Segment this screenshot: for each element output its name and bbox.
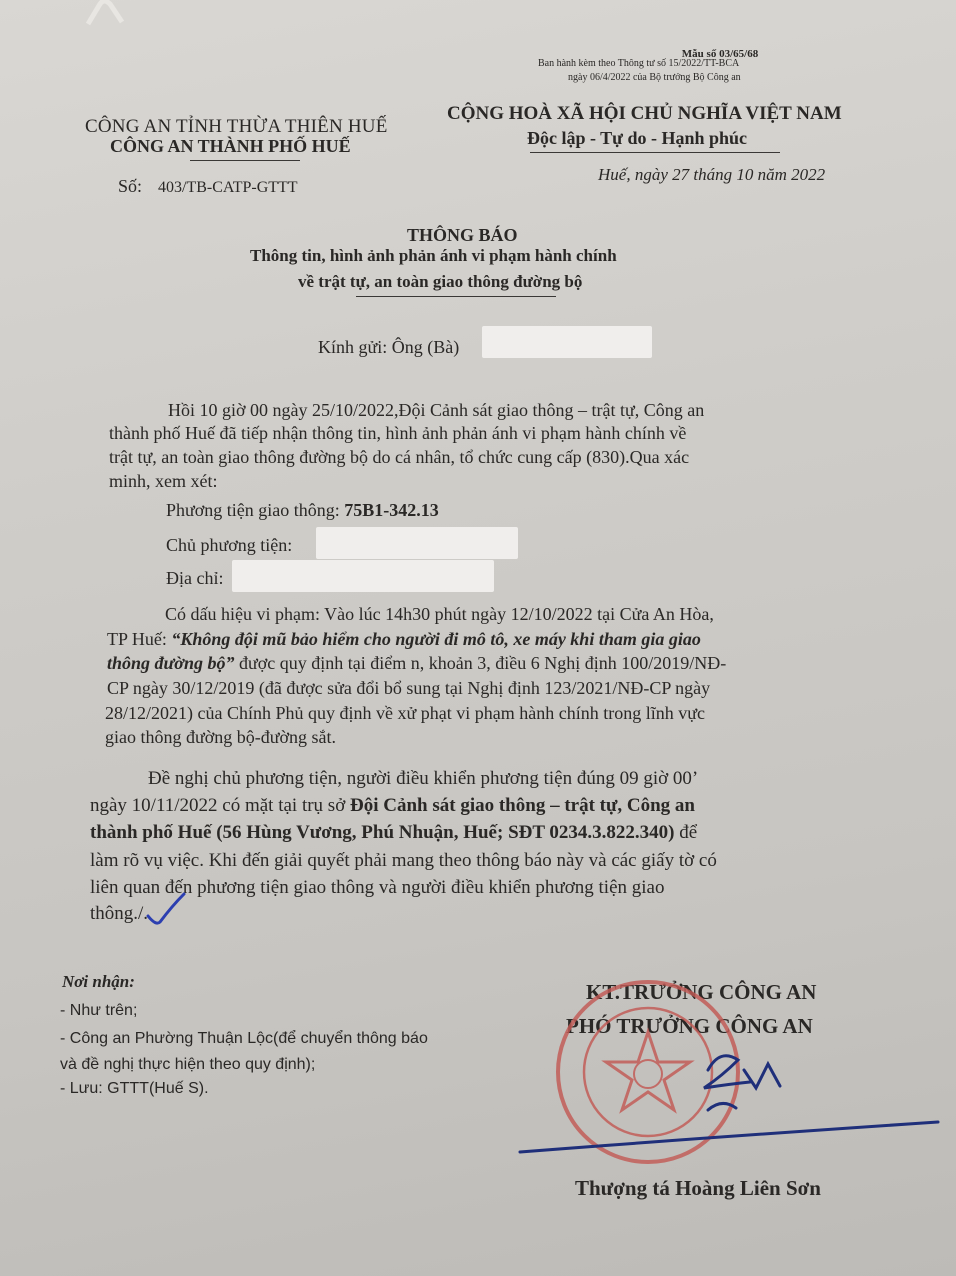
violation-quote-part2: thông đường bộ” [107, 653, 235, 673]
violation-line-5: 28/12/2021) của Chính Phủ quy định về xử phạt vi phạm hành chính trong lĩnh vực [105, 703, 705, 723]
signature-title-line1: KT.TRƯỞNG CÔNG AN [586, 980, 817, 1004]
owner-label: Chủ phương tiện: [166, 535, 293, 555]
intro-line-2: thành phố Huế đã tiếp nhận thông tin, hình ảnh phản ánh vi phạm hành chính về [109, 423, 687, 443]
vehicle-plate: 75B1-342.13 [344, 500, 439, 520]
violation-line-4: CP ngày 30/12/2019 (đã được sửa đổi bổ sung tại Nghị định 123/2021/NĐ-CP ngày [107, 678, 711, 698]
doc-number-label: Số: [118, 176, 143, 196]
nation-title: CỘNG HOÀ XÃ HỘI CHỦ NGHĨA VIỆT NAM [447, 103, 842, 124]
issuer: CÔNG AN THÀNH PHỐ HUẾ [110, 136, 351, 156]
signer-name: Thượng tá Hoàng Liên Sơn [575, 1176, 821, 1200]
recipient-greeting: Kính gửi: Ông (Bà) [318, 337, 460, 357]
doc-subtitle-line2: về trật tự, an toàn giao thông đường bộ [298, 272, 583, 291]
violation-line-1: Có dấu hiệu vi phạm: Vào lúc 14h30 phút ngày 12/10/2022 tại Cửa An Hòa, [165, 604, 714, 624]
request-meeting-time: ngày 10/11/2022 có mặt tại trụ sở [90, 795, 350, 816]
request-line-6: thông./. [90, 903, 149, 924]
motto: Độc lập - Tự do - Hạnh phúc [527, 128, 748, 148]
form-note-line2: ngày 06/4/2022 của Bộ trưởng Bộ Công an [568, 72, 741, 83]
intro-line-1: Hồi 10 giờ 00 ngày 25/10/2022,Đội Cảnh sát giao thông – trật tự, Công an [168, 400, 705, 420]
recipient-item: - Công an Phường Thuận Lộc(để chuyển thông báo [60, 1030, 428, 1047]
violation-line-6: giao thông đường bộ-đường sắt. [105, 727, 337, 747]
intro-line-4: minh, xem xét: [109, 471, 218, 491]
signature-title-line2: PHÓ TRƯỞNG CÔNG AN [566, 1014, 813, 1038]
recipient-item: và đề nghị thực hiện theo quy định); [60, 1056, 316, 1073]
request-line-5: liên quan đến phương tiện giao thông và người điều khiển phương tiện giao [90, 877, 665, 898]
handwritten-signature-icon [520, 1056, 938, 1152]
recipient-item: - Như trên; [60, 1002, 138, 1019]
form-number: Mẫu số 03/65/68 [681, 48, 759, 60]
request-line-1: Đề nghị chủ phương tiện, người điều khiển phương tiện đúng 09 giờ 00’ [148, 768, 699, 789]
address-label: Địa chỉ: [166, 568, 224, 588]
request-unit: Đội Cảnh sát giao thông – trật tự, Công an [350, 795, 695, 816]
issuer-parent: CÔNG AN TỈNH THỪA THIÊN HUẾ [85, 116, 388, 137]
intro-line-3: trật tự, an toàn giao thông đường bộ do cá nhân, tổ chức cung cấp (830).Qua xác [109, 447, 690, 467]
recipients-title: Nơi nhận: [62, 972, 135, 991]
request-address: thành phố Huế (56 Hùng Vương, Phú Nhuận, Huế; SĐT 0234.3.822.340) [90, 822, 675, 843]
form-note-line1: Ban hành kèm theo Thông tư số 15/2022/TT-BCA [538, 58, 740, 69]
vehicle-label: Phương tiện giao thông: [166, 500, 340, 520]
official-seal-icon [558, 982, 738, 1162]
violation-legal-basis: được quy định tại điểm n, khoản 3, điều 6 Nghị định 100/2019/NĐ- [234, 653, 727, 673]
violation-quote-part1: “Không đội mũ bảo hiểm cho người đi mô tô, xe máy khi tham gia giao [171, 629, 701, 649]
place-date: Huế, ngày 27 tháng 10 năm 2022 [598, 165, 826, 184]
doc-subtitle-line1: Thông tin, hình ảnh phản ánh vi phạm hành chính [250, 246, 617, 265]
check-mark-icon [148, 894, 184, 923]
violation-place-suffix: TP Huế: [107, 629, 172, 649]
request-line-4: làm rõ vụ việc. Khi đến giải quyết phải mang theo thông báo này và các giấy tờ có [90, 850, 717, 871]
request-purpose-start: để [674, 822, 698, 843]
doc-number-value: 403/TB-CATP-GTTT [158, 179, 298, 196]
recipient-item: - Lưu: GTTT(Huế S). [60, 1080, 209, 1097]
doc-title: THÔNG BÁO [407, 225, 518, 245]
